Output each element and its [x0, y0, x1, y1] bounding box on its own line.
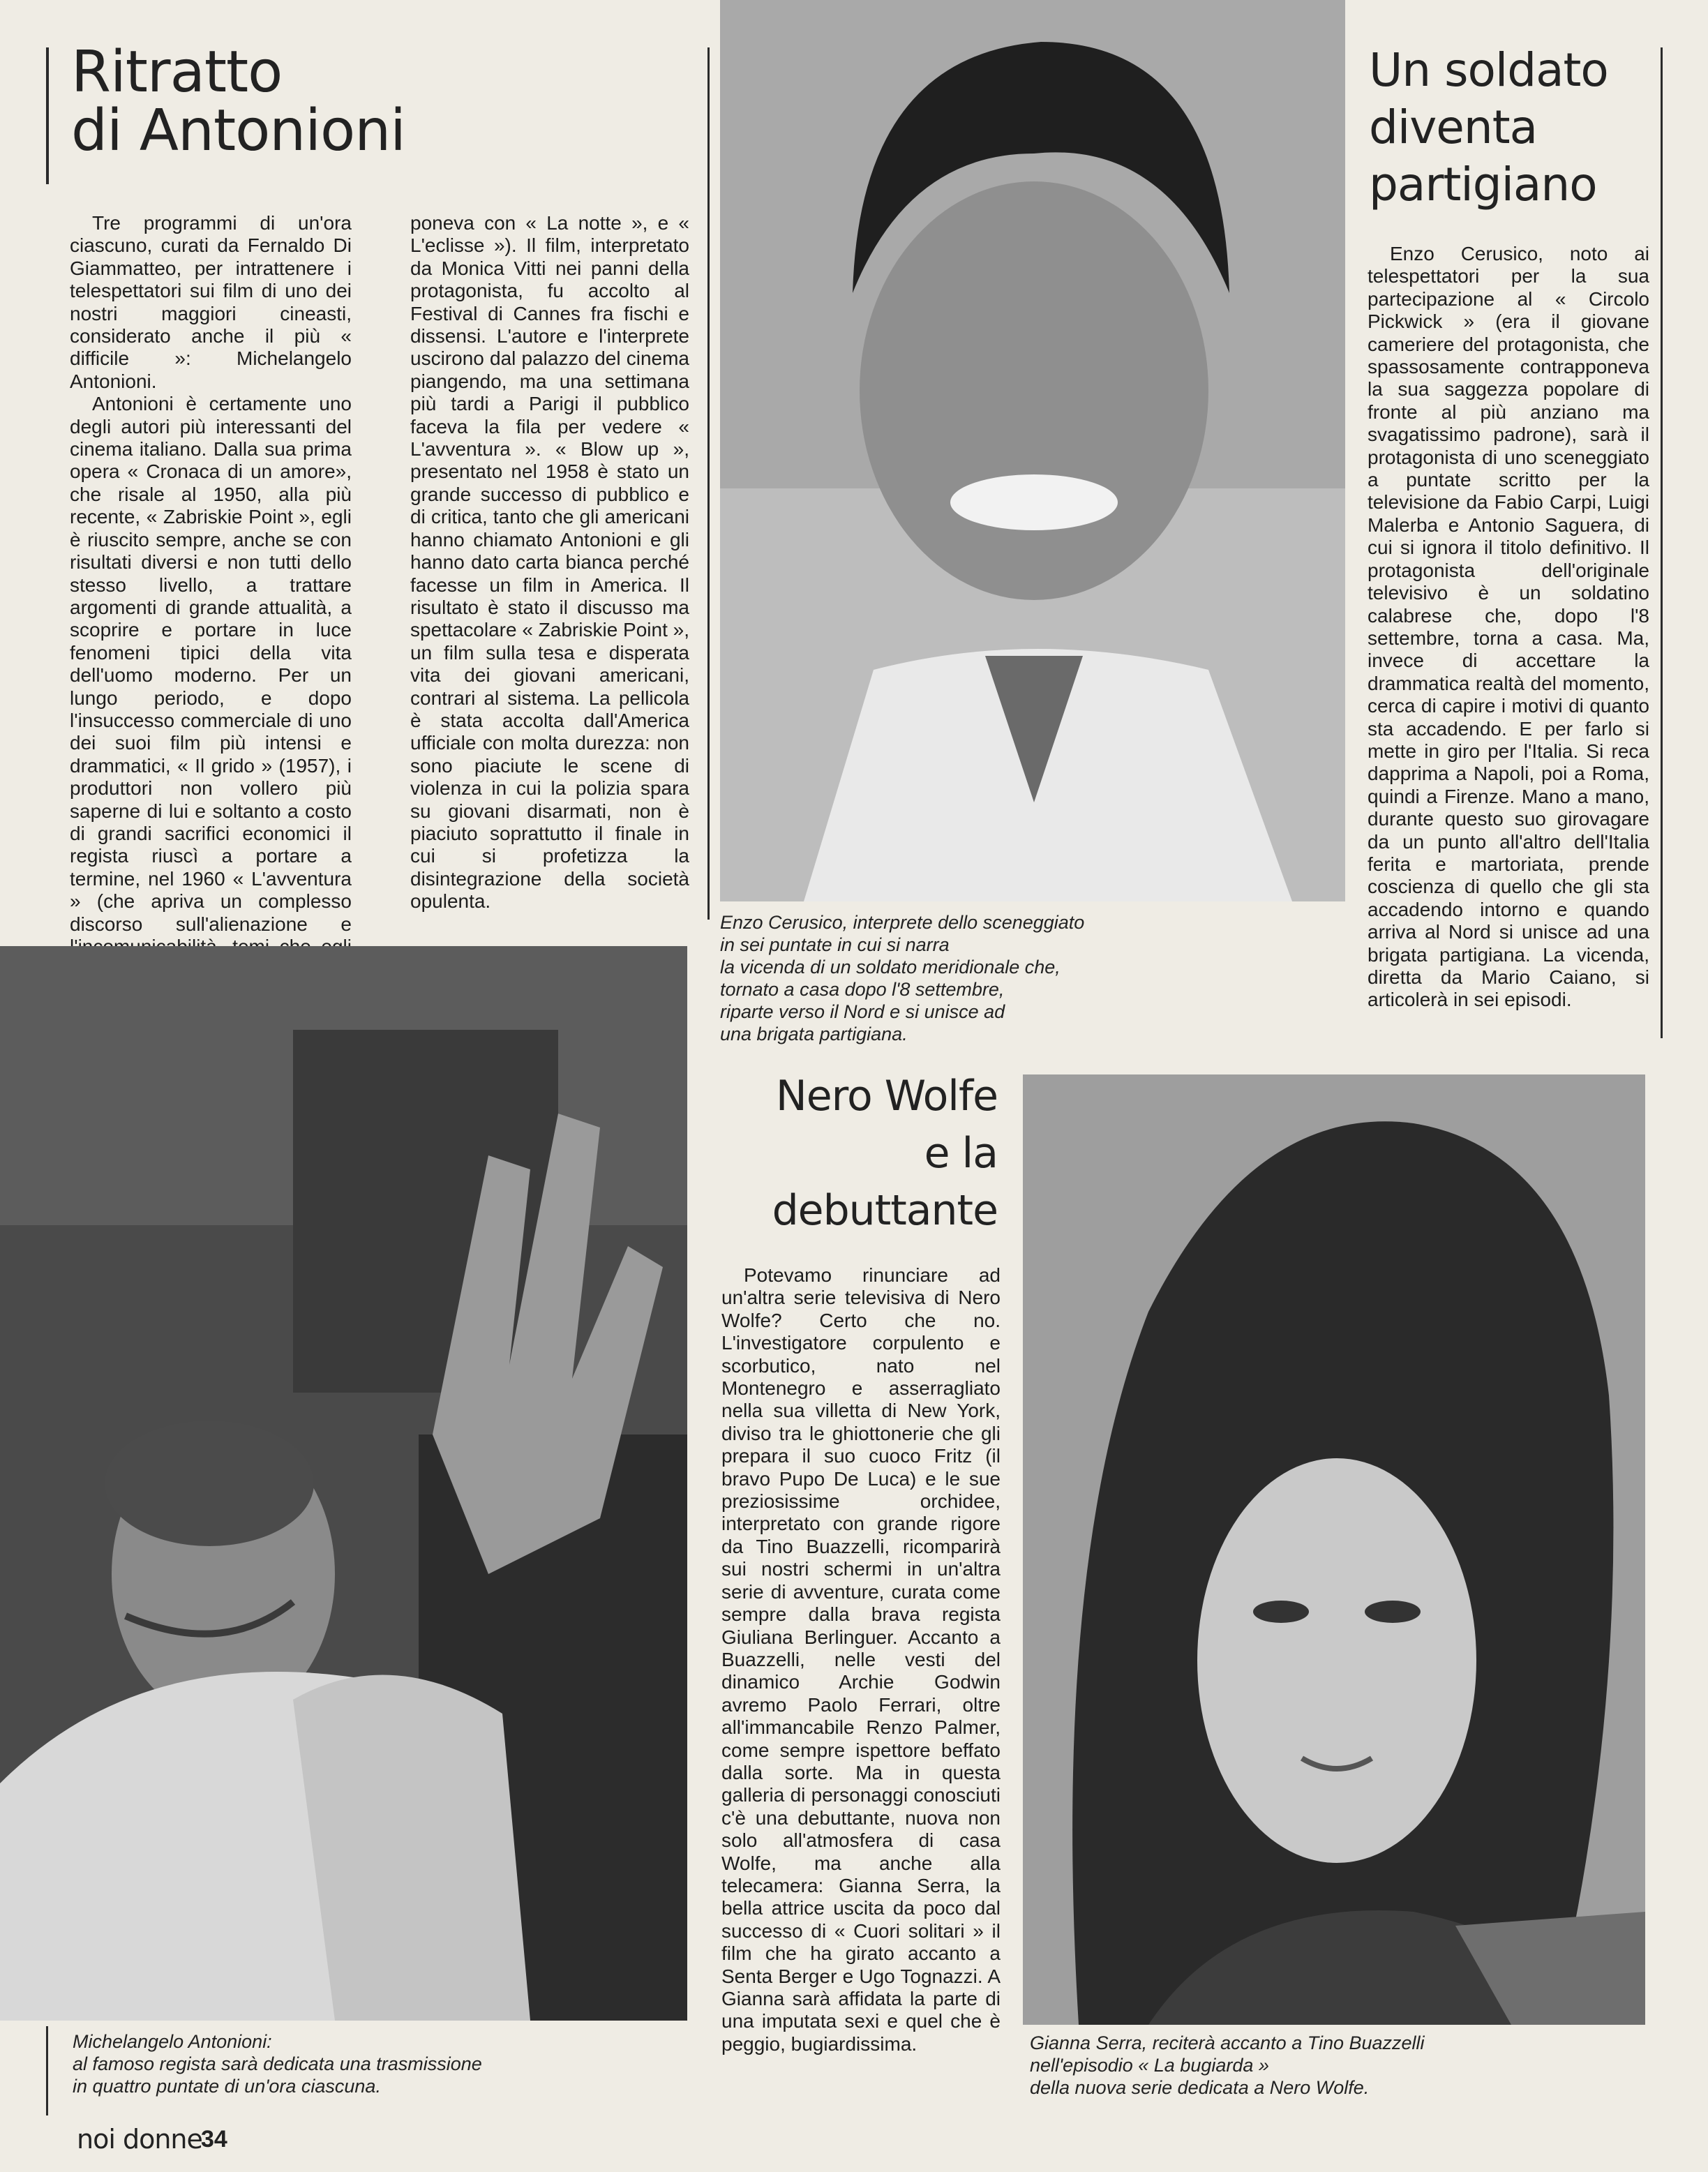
page-number: 34: [201, 2126, 227, 2152]
wolfe-column: [721, 1264, 1001, 2055]
caption-cerusico: [720, 911, 1208, 1045]
rule-antonioni-title: [46, 47, 49, 184]
rule-caption-bottom-left: [46, 2026, 48, 2115]
caption-antonioni-line: al famoso regista sarà dedicata una trasmissione: [73, 2053, 482, 2074]
headline-wolfe-line2: e la: [924, 1129, 998, 1178]
caption-antonioni: [73, 2030, 561, 2097]
photo-antonioni-graphic: [0, 946, 687, 2021]
caption-cerusico-line: una brigata partigiana.: [720, 1024, 908, 1044]
caption-cerusico-line: tornato a casa dopo l'8 settembre,: [720, 979, 1005, 1000]
rule-column-divider-left: [707, 47, 710, 920]
caption-cerusico-line: in sei puntate in cui si narra: [720, 934, 950, 955]
headline-wolfe: [719, 1068, 998, 1239]
antonioni-col2-paragraph: poneva con « La notte », e « L'eclisse »). Il film, interpretato da Monica Vitti nei panni della protagonista, fu accolto al Festival di Cannes fra fischi e dissensi. L'autore e l'interprete uscirono dal palazzo del cinema piangendo, ma una settimana più tardi a Parigi il pubblico faceva la fila per vedere « L'avventura ». « Blow up », presentato nel 1958 è stato un grande successo di pubblico e di critica, tanto che gli americani hanno chiamato Antonioni e gli hanno dato carta bianca perché facesse un film in America. Il risultato è stato il discusso ma spettacolare « Zabriskie Point », un film sulla tesa e disperata vita dei giovani americani, contrari al sistema. La pellicola è stata accolta dall'America ufficiale con molta durezza: non sono piaciute le scene di violenza in cui la polizia spara su giovani disarmati, non è piaciuto soprattutto il finale in cui si profetizza la disintegrazione della società opulenta.: [410, 212, 689, 913]
headline-antonioni: [71, 39, 405, 164]
photo-gianna-serra-graphic: [1023, 1074, 1645, 2025]
headline-wolfe-line1: Nero Wolfe: [775, 1072, 998, 1121]
headline-antonioni-line2: di Antonioni: [71, 98, 405, 164]
soldato-paragraph: Enzo Cerusico, noto ai telespettatori per la sua partecipazione al « Circolo Pickwick » (era il giovane cameriere del protagonista, che spassosamente contrapponeva la sua saggezza popolare di fronte al più anziano ma svagatissimo padrone), sarà il protagonista di uno sceneggiato a puntate scritto per la televisione da Fabio Carpi, Luigi Malerba e Antonio Saguera, di cui si ignora il titolo definitivo. Il protagonista dell'originale televisivo è un soldatino calabrese che, dopo l'8 settembre, torna a casa. Ma, invece di accettare la drammatica realtà del momento, cerca di capire i motivi di quanto sta accadendo. E per farlo si mette in giro per l'Italia. Si reca dapprima a Napoli, poi a Roma, quindi a Firenze. Mano a mano, durante questo suo girovagare da un punto all'altro dell'Italia ferita e martoriata, prende coscienza di quello che gli sta accadendo intorno e quando arriva al Nord si unisce ad una brigata partigiana. La vicenda, diretta da Mario Caiano, si articolerà in sei episodi.: [1368, 243, 1649, 1011]
rule-column-divider-right: [1661, 47, 1663, 1038]
caption-gianna-serra: [1030, 2032, 1644, 2099]
antonioni-column-1: [70, 212, 352, 981]
soldato-column: [1368, 243, 1649, 1012]
caption-cerusico-line: riparte verso il Nord e si unisce ad: [720, 1001, 1005, 1022]
photo-antonioni: [0, 946, 687, 2021]
caption-cerusico-line: la vicenda di un soldato meridionale che,: [720, 957, 1061, 978]
headline-antonioni-line1: Ritratto: [71, 39, 283, 105]
headline-soldato-line3: partigiano: [1369, 158, 1597, 211]
antonioni-col1-paragraph: Antonioni è certamente uno degli autori più interessanti del cinema italiano. Dalla sua prima opera « Cronaca di un amore», che risale al 1950, alla più recente, « Zabriskie Point », egli è riuscito sempre, anche se con risultati diversi e non tutti dello stesso livello, a trattare argomenti di grande attualità, a scoprire e portare in luce fenomeni tipici della vita dell'uomo moderno. Per un lungo periodo, e dopo l'insuccesso commerciale di uno dei suoi film più intensi e drammatici, « Il grido » (1957), i produttori non vollero più saperne di lui e soltanto a costo di grandi sacrifici economici il regista riuscì a portare a termine, nel 1960 « L'avventura » (che apriva un complesso discorso sull'alienazione e: [70, 393, 352, 935]
caption-gianna-serra-line: nell'episodio « La bugiarda »: [1030, 2055, 1269, 2076]
headline-soldato: [1369, 42, 1608, 214]
headline-wolfe-line3: debuttante: [772, 1186, 998, 1235]
headline-soldato-line1: Un soldato: [1369, 43, 1608, 97]
wolfe-paragraph: Potevamo rinunciare ad un'altra serie televisiva di Nero Wolfe? Certo che no. L'investigatore corpulento e scorbutico, nato nel Montenegro e asserragliato nella sua villetta di New York, diviso tra le ghiottonerie che gli prepara il suo cuoco Fritz (il bravo Pupo De Luca) e le sue preziosissime orchidee, interpretato con grande rigore da Tino Buazzelli, ricomparirà sui nostri schermi in un'altra serie di avventure, curata come sempre dalla brava regista Giuliana Berlinguer. Accanto a Buazzelli, nelle vesti del dinamico Archie Godwin avremo Paolo Ferrari, oltre all'immancabile Renzo Palmer, come sempre ispettore beffato dalla sorte. Ma in questa galleria di personaggi conosciuti c'è una debuttante, nuova non solo all'atmosfera di casa Wolfe, ma anche alla telecamera: Gianna Serra, la bella attrice uscita da poco dal successo di « Cuori solitari » il film che ha girato accanto a Senta Berger e Ugo Tognazzi. A Gianna sarà affidata la parte di una imputata sexi e quel che è peggio, bugiardissima.: [721, 1264, 1001, 2055]
magazine-logo: noi donne: [77, 2124, 202, 2155]
antonioni-column-2: [410, 212, 689, 913]
caption-antonioni-line: Michelangelo Antonioni:: [73, 2031, 272, 2052]
caption-antonioni-line: in quattro puntate di un'ora ciascuna.: [73, 2076, 381, 2097]
photo-cerusico: [720, 0, 1345, 901]
caption-cerusico-line: Enzo Cerusico, interprete dello sceneggiato: [720, 912, 1085, 933]
caption-gianna-serra-line: della nuova serie dedicata a Nero Wolfe.: [1030, 2077, 1370, 2098]
caption-gianna-serra-line: Gianna Serra, reciterà accanto a Tino Buazzelli: [1030, 2032, 1425, 2053]
photo-gianna-serra: [1023, 1074, 1645, 2025]
antonioni-col1-paragraph: Tre programmi di un'ora ciascuno, curati da Fernaldo Di Giammatteo, per intrattenere i telespettatori sui film di uno dei nostri maggiori cineasti, considerato anche il più « difficile »: Michelangelo Antonioni.: [70, 212, 352, 392]
photo-cerusico-graphic: [720, 0, 1345, 901]
headline-soldato-line2: diventa: [1369, 100, 1538, 154]
